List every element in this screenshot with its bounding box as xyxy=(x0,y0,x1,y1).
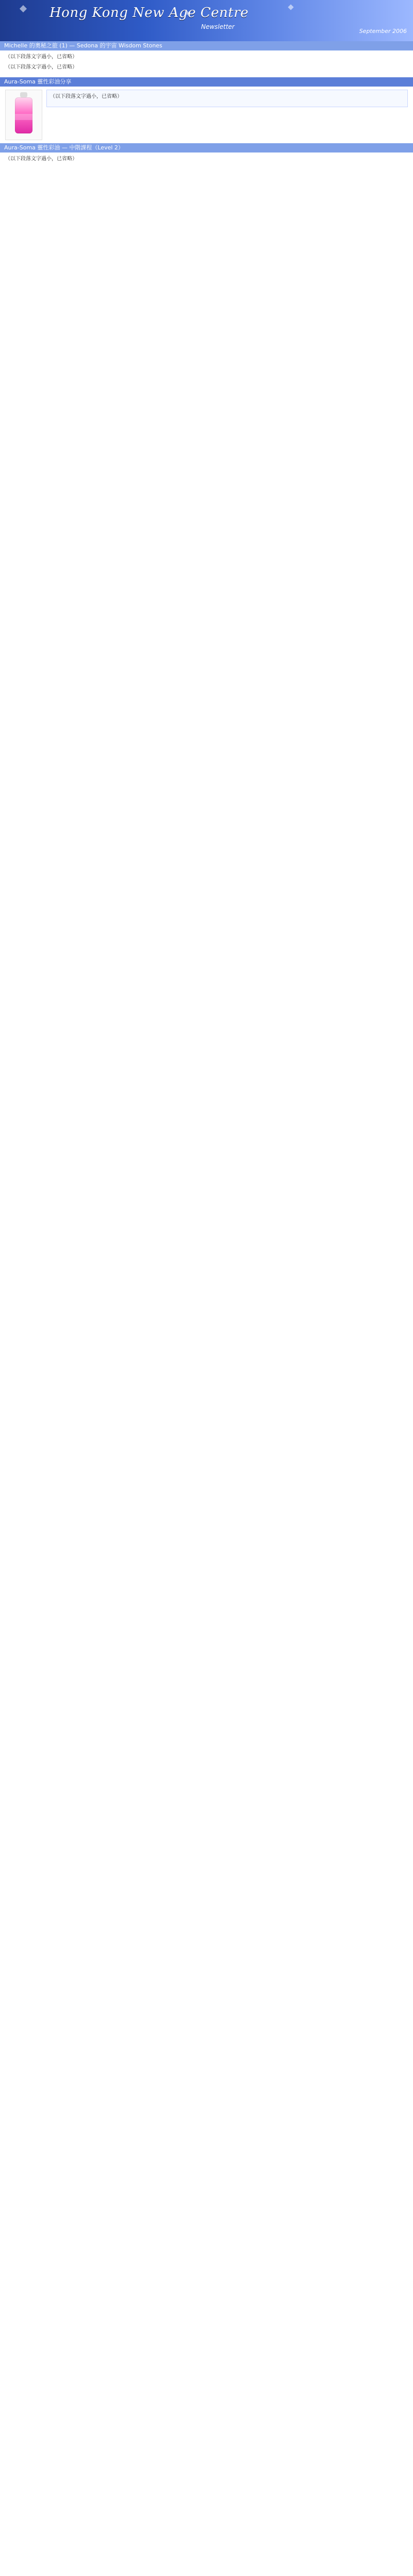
product-image xyxy=(5,90,42,140)
section-content-3 xyxy=(0,152,413,169)
newsletter-header xyxy=(0,0,413,41)
newsletter-subtitle: Newsletter xyxy=(201,23,235,30)
aura-soma-bottle-icon xyxy=(15,97,32,133)
aura-soma-layout xyxy=(5,90,408,140)
newsletter-date: September 2006 xyxy=(359,28,407,35)
section-paragraph: （以下段落文字過小，已省略） xyxy=(5,64,77,70)
section-header-3: Aura-Soma 靈性彩油 — 中階課程（Level 2） xyxy=(0,143,413,152)
aura-soma-text-box xyxy=(46,90,408,107)
section-paragraph: （以下段落文字過小，已省略） xyxy=(5,54,77,60)
section-paragraph: （以下段落文字過小，已省略） xyxy=(5,156,77,162)
newsletter-title: Hong Kong New Age Centre xyxy=(49,5,249,21)
sparkle-icon xyxy=(20,5,27,12)
section-header-2: Aura-Soma 靈性彩油分享 xyxy=(0,77,413,87)
section-header-1: Michelle 的奧秘之旅 (1) — Sedona 的宇宙 Wisdom Stones xyxy=(0,41,413,50)
section-content-1 xyxy=(0,50,413,77)
sparkle-icon xyxy=(288,4,293,10)
section-paragraph: （以下段落文字過小，已省略） xyxy=(50,94,122,99)
section-content-2 xyxy=(0,87,413,143)
